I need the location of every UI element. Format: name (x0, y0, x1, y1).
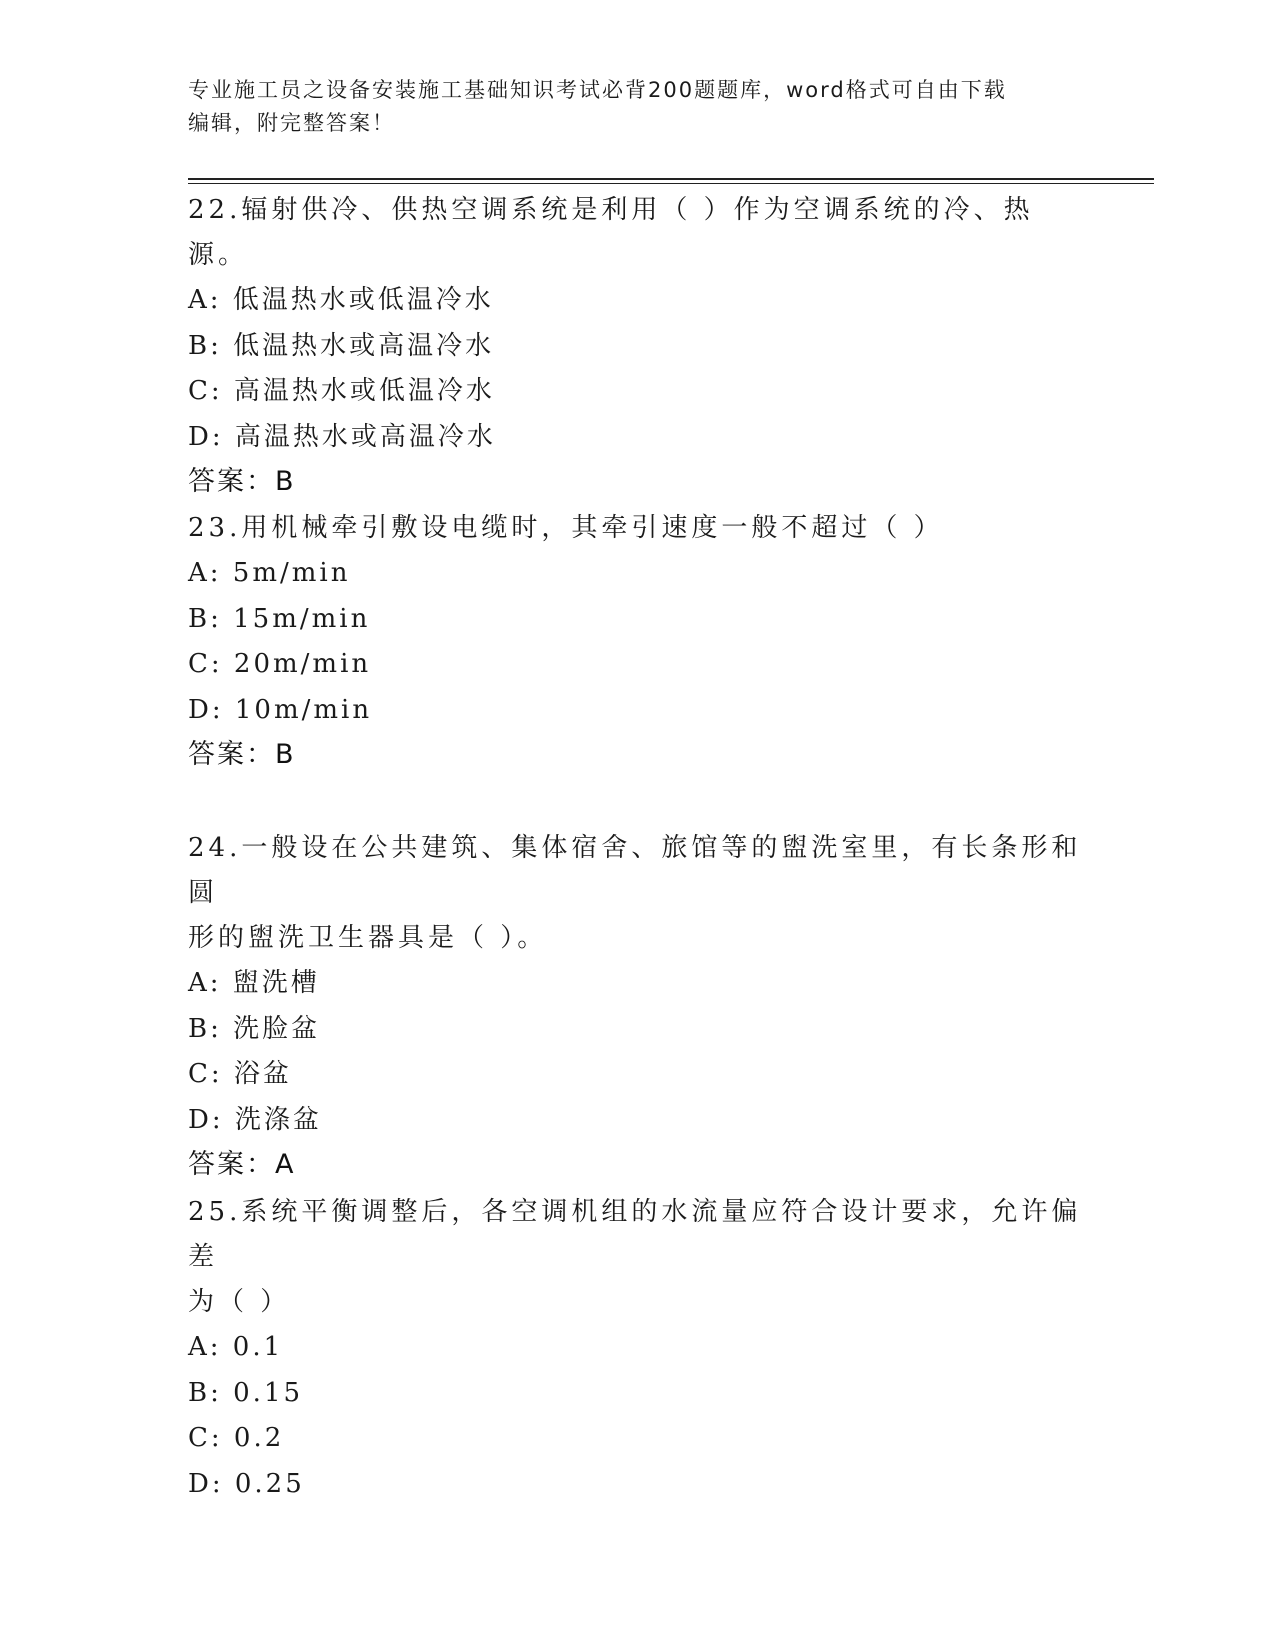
header-line-2: 编辑，附完整答案！ (188, 111, 395, 135)
question-25 (188, 1190, 1088, 1507)
option-d: D: 高温热水或高温冷水 (188, 421, 496, 452)
option-c: C: 0.2 (188, 1423, 285, 1453)
question-stem-line-2: 形的盥洗卫生器具是（ ）。 (188, 923, 548, 953)
option-b: B: 洗脸盆 (188, 1013, 321, 1044)
question-23 (188, 506, 1088, 777)
option-c: C: 20m/min (188, 649, 372, 679)
question-stem-line-2: 为（ ） (188, 1287, 291, 1317)
option-a: A: 低温热水或低温冷水 (188, 285, 494, 315)
option-b: B: 低温热水或高温冷水 (188, 330, 495, 361)
document-header (188, 74, 1068, 140)
header-line-1: 专业施工员之设备安装施工基础知识考试必背200题题库，word格式可自由下载 (188, 78, 1007, 102)
option-a: A: 5m/min (188, 558, 351, 588)
question-stem-line-1: 24.一般设在公共建筑、集体宿舍、旅馆等的盥洗室里，有长条形和圆 (188, 833, 1082, 908)
option-a: A: 盥洗槽 (188, 968, 320, 998)
header-divider-thin (188, 183, 1154, 184)
option-c: C: 浴盆 (188, 1059, 292, 1089)
question-22 (188, 188, 1088, 504)
option-b: B: 15m/min (188, 603, 371, 634)
option-d: D: 0.25 (188, 1468, 305, 1499)
header-divider-thick (188, 178, 1154, 180)
question-stem: 22.辐射供冷、供热空调系统是利用（ ）作为空调系统的冷、热源。 (188, 195, 1034, 270)
answer-line: 答案：A (188, 1149, 296, 1180)
option-d: D: 10m/min (188, 694, 373, 725)
answer-line: 答案：B (188, 739, 296, 770)
answer-line: 答案：B (188, 466, 296, 497)
option-b: B: 0.15 (188, 1377, 304, 1408)
option-c: C: 高温热水或低温冷水 (188, 376, 495, 406)
option-a: A: 0.1 (188, 1332, 284, 1362)
question-stem-line-1: 25.系统平衡调整后，各空调机组的水流量应符合设计要求，允许偏差 (188, 1197, 1082, 1272)
question-stem: 23.用机械牵引敷设电缆时，其牵引速度一般不超过（ ） (188, 513, 944, 543)
question-24 (188, 826, 1088, 1187)
option-d: D: 洗涤盆 (188, 1104, 322, 1135)
